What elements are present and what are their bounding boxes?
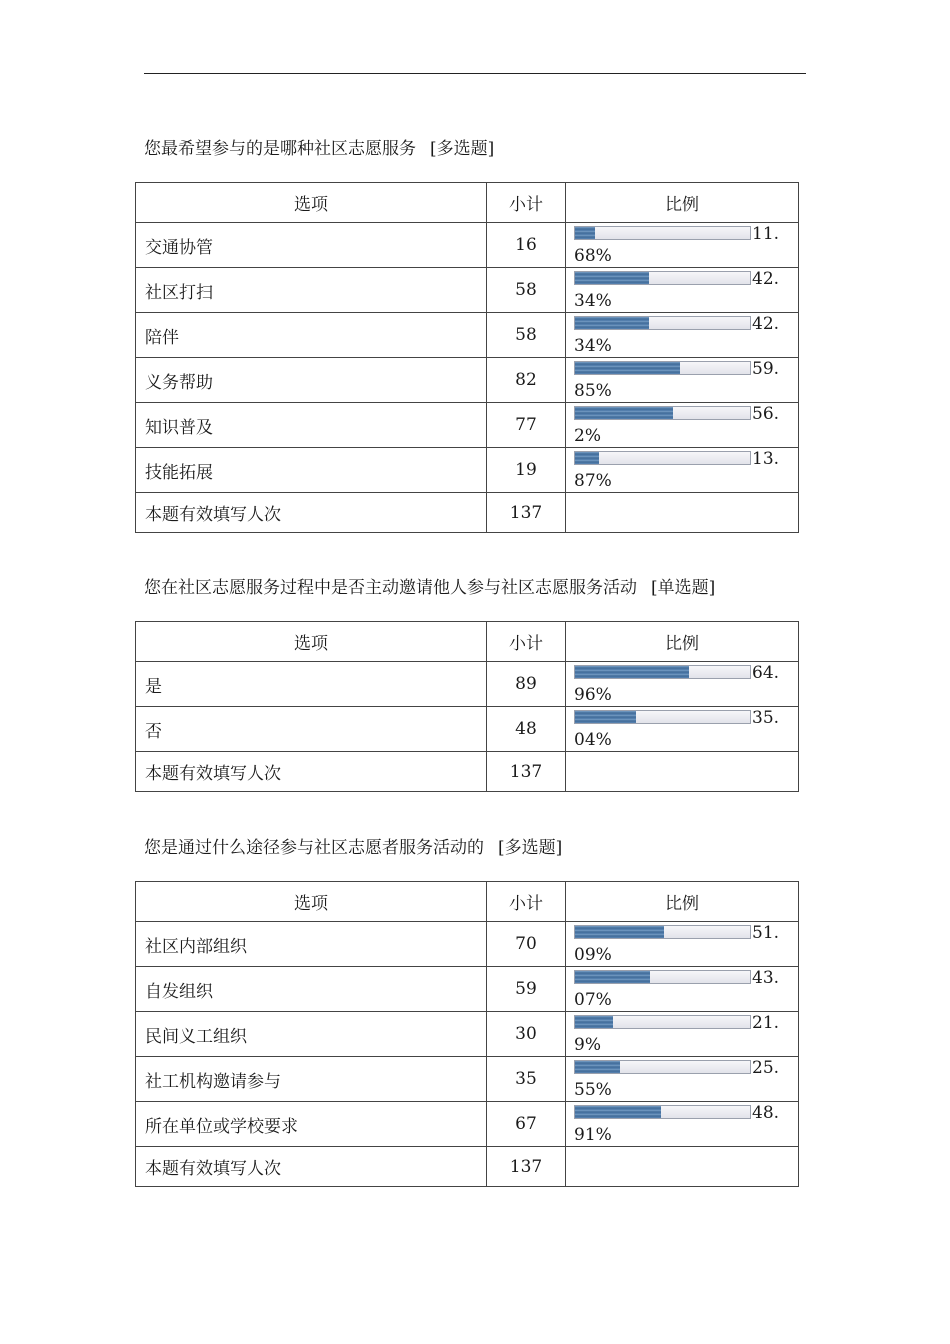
table-row xyxy=(136,922,799,967)
percent-label: 51.09% xyxy=(574,923,780,965)
header-option: 选项 xyxy=(136,622,487,662)
option-cell: 交通协管 xyxy=(136,223,487,268)
count-cell: 30 xyxy=(487,1012,566,1057)
question-text: 您是通过什么途径参与社区志愿者服务活动的 xyxy=(144,838,484,858)
total-row xyxy=(136,752,799,792)
option-cell: 技能拓展 xyxy=(136,448,487,493)
percent-label: 48.91% xyxy=(574,1103,780,1145)
total-ratio-empty xyxy=(566,1147,799,1187)
option-cell: 所在单位或学校要求 xyxy=(136,1102,487,1147)
ratio-cell xyxy=(566,448,799,493)
count-cell: 70 xyxy=(487,922,566,967)
question-title xyxy=(144,838,562,858)
ratio-cell xyxy=(566,967,799,1012)
table-row xyxy=(136,268,799,313)
table-row xyxy=(136,223,799,268)
ratio-cell xyxy=(566,403,799,448)
header-count: 小计 xyxy=(487,622,566,662)
ratio-cell xyxy=(566,922,799,967)
table-row xyxy=(136,1057,799,1102)
table-row xyxy=(136,967,799,1012)
option-cell: 否 xyxy=(136,707,487,752)
total-label: 本题有效填写人次 xyxy=(136,493,487,533)
question-text: 您最希望参与的是哪种社区志愿服务 xyxy=(144,139,416,159)
option-cell: 陪伴 xyxy=(136,313,487,358)
count-cell: 48 xyxy=(487,707,566,752)
ratio-cell xyxy=(566,662,799,707)
percent-label: 35.04% xyxy=(574,708,780,750)
header-option: 选项 xyxy=(136,183,487,223)
table-row xyxy=(136,1102,799,1147)
total-count: 137 xyxy=(487,493,566,533)
count-cell: 16 xyxy=(487,223,566,268)
ratio-cell xyxy=(566,1012,799,1057)
count-cell: 67 xyxy=(487,1102,566,1147)
option-cell: 是 xyxy=(136,662,487,707)
percent-label: 42.34% xyxy=(574,314,780,356)
total-count: 137 xyxy=(487,752,566,792)
table-row xyxy=(136,662,799,707)
percent-label: 56.2% xyxy=(574,404,780,446)
ratio-cell xyxy=(566,268,799,313)
percent-label: 11.68% xyxy=(574,224,780,266)
total-label: 本题有效填写人次 xyxy=(136,752,487,792)
count-cell: 82 xyxy=(487,358,566,403)
total-count: 137 xyxy=(487,1147,566,1187)
count-cell: 77 xyxy=(487,403,566,448)
table-row xyxy=(136,707,799,752)
header-ratio: 比例 xyxy=(566,882,799,922)
question-type: [单选题] xyxy=(651,578,716,598)
option-cell: 社工机构邀请参与 xyxy=(136,1057,487,1102)
total-ratio-empty xyxy=(566,493,799,533)
ratio-cell xyxy=(566,1102,799,1147)
header-count: 小计 xyxy=(487,183,566,223)
count-cell: 35 xyxy=(487,1057,566,1102)
result-table xyxy=(135,621,799,792)
percent-label: 42.34% xyxy=(574,269,780,311)
option-cell: 义务帮助 xyxy=(136,358,487,403)
option-cell: 社区内部组织 xyxy=(136,922,487,967)
header-option: 选项 xyxy=(136,882,487,922)
table-row xyxy=(136,313,799,358)
count-cell: 58 xyxy=(487,313,566,358)
result-table xyxy=(135,881,799,1187)
percent-label: 64.96% xyxy=(574,663,780,705)
count-cell: 58 xyxy=(487,268,566,313)
total-row xyxy=(136,493,799,533)
percent-label: 59.85% xyxy=(574,359,780,401)
count-cell: 59 xyxy=(487,967,566,1012)
ratio-cell xyxy=(566,1057,799,1102)
header-count: 小计 xyxy=(487,882,566,922)
total-label: 本题有效填写人次 xyxy=(136,1147,487,1187)
count-cell: 19 xyxy=(487,448,566,493)
percent-label: 25.55% xyxy=(574,1058,780,1100)
ratio-cell xyxy=(566,313,799,358)
option-cell: 自发组织 xyxy=(136,967,487,1012)
ratio-cell xyxy=(566,707,799,752)
table-row xyxy=(136,403,799,448)
header-ratio: 比例 xyxy=(566,183,799,223)
percent-label: 13.87% xyxy=(574,449,780,491)
result-table xyxy=(135,182,799,533)
percent-label: 21.9% xyxy=(574,1013,780,1055)
question-type: [多选题] xyxy=(430,139,495,159)
total-row xyxy=(136,1147,799,1187)
header-rule xyxy=(144,73,806,74)
percent-label: 43.07% xyxy=(574,968,780,1010)
option-cell: 知识普及 xyxy=(136,403,487,448)
table-row xyxy=(136,358,799,403)
question-text: 您在社区志愿服务过程中是否主动邀请他人参与社区志愿服务活动 xyxy=(144,578,637,598)
option-cell: 民间义工组织 xyxy=(136,1012,487,1057)
total-ratio-empty xyxy=(566,752,799,792)
question-title xyxy=(144,578,715,598)
count-cell: 89 xyxy=(487,662,566,707)
question-title xyxy=(144,139,494,159)
table-row xyxy=(136,1012,799,1057)
header-ratio: 比例 xyxy=(566,622,799,662)
option-cell: 社区打扫 xyxy=(136,268,487,313)
table-row xyxy=(136,448,799,493)
ratio-cell xyxy=(566,223,799,268)
ratio-cell xyxy=(566,358,799,403)
question-type: [多选题] xyxy=(498,838,563,858)
